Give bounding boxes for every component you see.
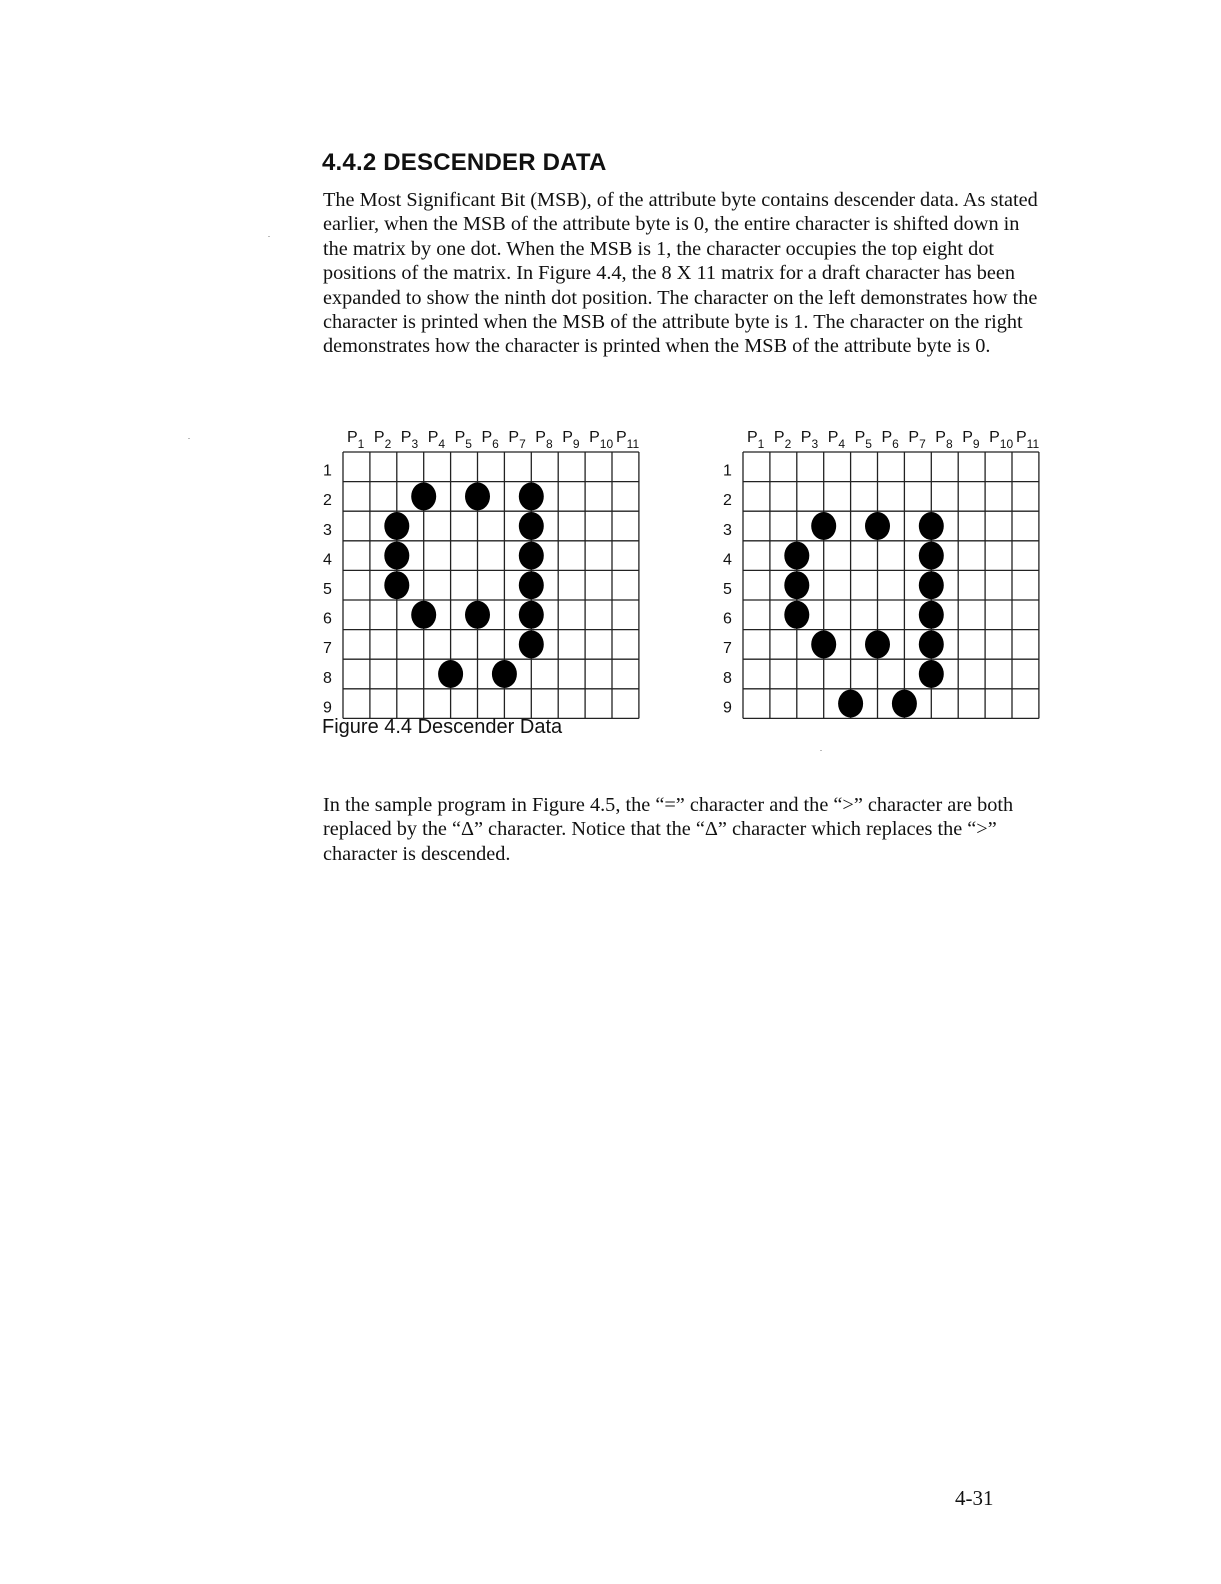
matrix-dot (919, 630, 944, 658)
matrix-dot (465, 601, 490, 629)
row-label: 5 (723, 581, 732, 598)
column-label: $P_4$ (427, 429, 446, 451)
section-heading: 4.4.2 DESCENDER DATA (322, 149, 607, 176)
scan-speck (188, 438, 190, 439)
column-label: $P_1$ (347, 429, 365, 451)
column-label: $P_9$ (962, 429, 980, 451)
dot-matrix-msb-1 (300, 418, 645, 717)
column-label: $P_7$ (908, 429, 926, 451)
row-label: 9 (723, 699, 732, 717)
column-label: $P_2$ (773, 429, 792, 451)
row-label: 5 (323, 581, 332, 598)
column-label: $P_{10}$ (589, 429, 614, 451)
column-label: $P_5$ (454, 429, 472, 451)
row-label: 9 (323, 699, 332, 717)
matrix-dot (919, 660, 944, 688)
matrix-dot (411, 482, 436, 510)
column-label: $P_8$ (935, 429, 953, 451)
matrix-dot (838, 690, 863, 718)
matrix-dot (519, 630, 544, 658)
matrix-dot (519, 601, 544, 629)
figure-caption: Figure 4.4 Descender Data (322, 716, 563, 738)
row-label: 2 (323, 492, 332, 510)
matrix-dot (784, 601, 809, 629)
column-label: $P_3$ (400, 429, 419, 451)
column-label: $P_7$ (508, 429, 526, 451)
column-label: $P_{11}$ (1016, 429, 1040, 451)
column-label: $P_6$ (881, 429, 899, 451)
matrix-dot (438, 660, 463, 688)
matrix-dot (519, 571, 544, 599)
matrix-dot (465, 482, 490, 510)
sample-program-paragraph: In the sample program in Figure 4.5, the “=” character and the “>” character are both replaced by the “Δ” character. Notice that the “Δ” character which replaces the “>” character is descended. (323, 794, 1014, 865)
matrix-dot (519, 512, 544, 540)
dot-matrix-msb-0 (700, 418, 1045, 717)
matrix-dot (519, 542, 544, 570)
row-label: 3 (323, 521, 332, 539)
column-label: $P_4$ (827, 429, 846, 451)
row-label: 8 (723, 669, 732, 687)
row-label: 3 (723, 521, 732, 539)
matrix-dot (492, 660, 517, 688)
matrix-dot (919, 542, 944, 570)
matrix-dot (384, 571, 409, 599)
row-label: 6 (323, 610, 332, 628)
matrix-dot (919, 571, 944, 599)
matrix-dot (519, 482, 544, 510)
scan-speck (820, 750, 822, 751)
row-label: 2 (723, 492, 732, 510)
row-label: 1 (723, 462, 732, 480)
matrix-dot (865, 630, 890, 658)
matrix-dot (384, 512, 409, 540)
descender-description-paragraph: The Most Significant Bit (MSB), of the attribute byte contains descender data. As stated earlier, when the MSB of the attribute byte is 0, the entire character is shifted down in the matrix by one dot. When the MSB is 1, the character occupies the top eight dot positions of the matrix. In Figure 4.4, the 8 X 11 matrix for a draft character has been expanded to show the ninth dot position. The character on the left demonstrates how the character is printed when the MSB of the attribute byte is 1. The character on the right demonstrates how the character is printed when the MSB of the attribute byte is 0. (323, 189, 1038, 358)
row-label: 4 (723, 551, 732, 569)
matrix-dot (919, 512, 944, 540)
matrix-dot (892, 690, 917, 718)
row-label: 7 (723, 640, 732, 658)
column-label: $P_1$ (747, 429, 765, 451)
matrix-dot (865, 512, 890, 540)
matrix-dot (919, 601, 944, 629)
scan-speck (268, 236, 270, 237)
row-label: 7 (323, 640, 332, 658)
row-label: 6 (723, 610, 732, 628)
column-label: $P_{11}$ (616, 429, 640, 451)
column-label: $P_9$ (562, 429, 580, 451)
column-label: $P_8$ (535, 429, 553, 451)
matrix-dot (784, 571, 809, 599)
column-label: $P_3$ (800, 429, 819, 451)
column-label: $P_2$ (373, 429, 392, 451)
column-label: $P_5$ (854, 429, 872, 451)
row-label: 4 (323, 551, 332, 569)
matrix-dot (811, 630, 836, 658)
row-label: 8 (323, 669, 332, 687)
column-label: $P_6$ (481, 429, 499, 451)
page-number: 4-31 (955, 1486, 994, 1510)
matrix-dot (784, 542, 809, 570)
matrix-dot (384, 542, 409, 570)
matrix-dot (811, 512, 836, 540)
matrix-dot (411, 601, 436, 629)
column-label: $P_{10}$ (989, 429, 1014, 451)
row-label: 1 (323, 462, 332, 480)
